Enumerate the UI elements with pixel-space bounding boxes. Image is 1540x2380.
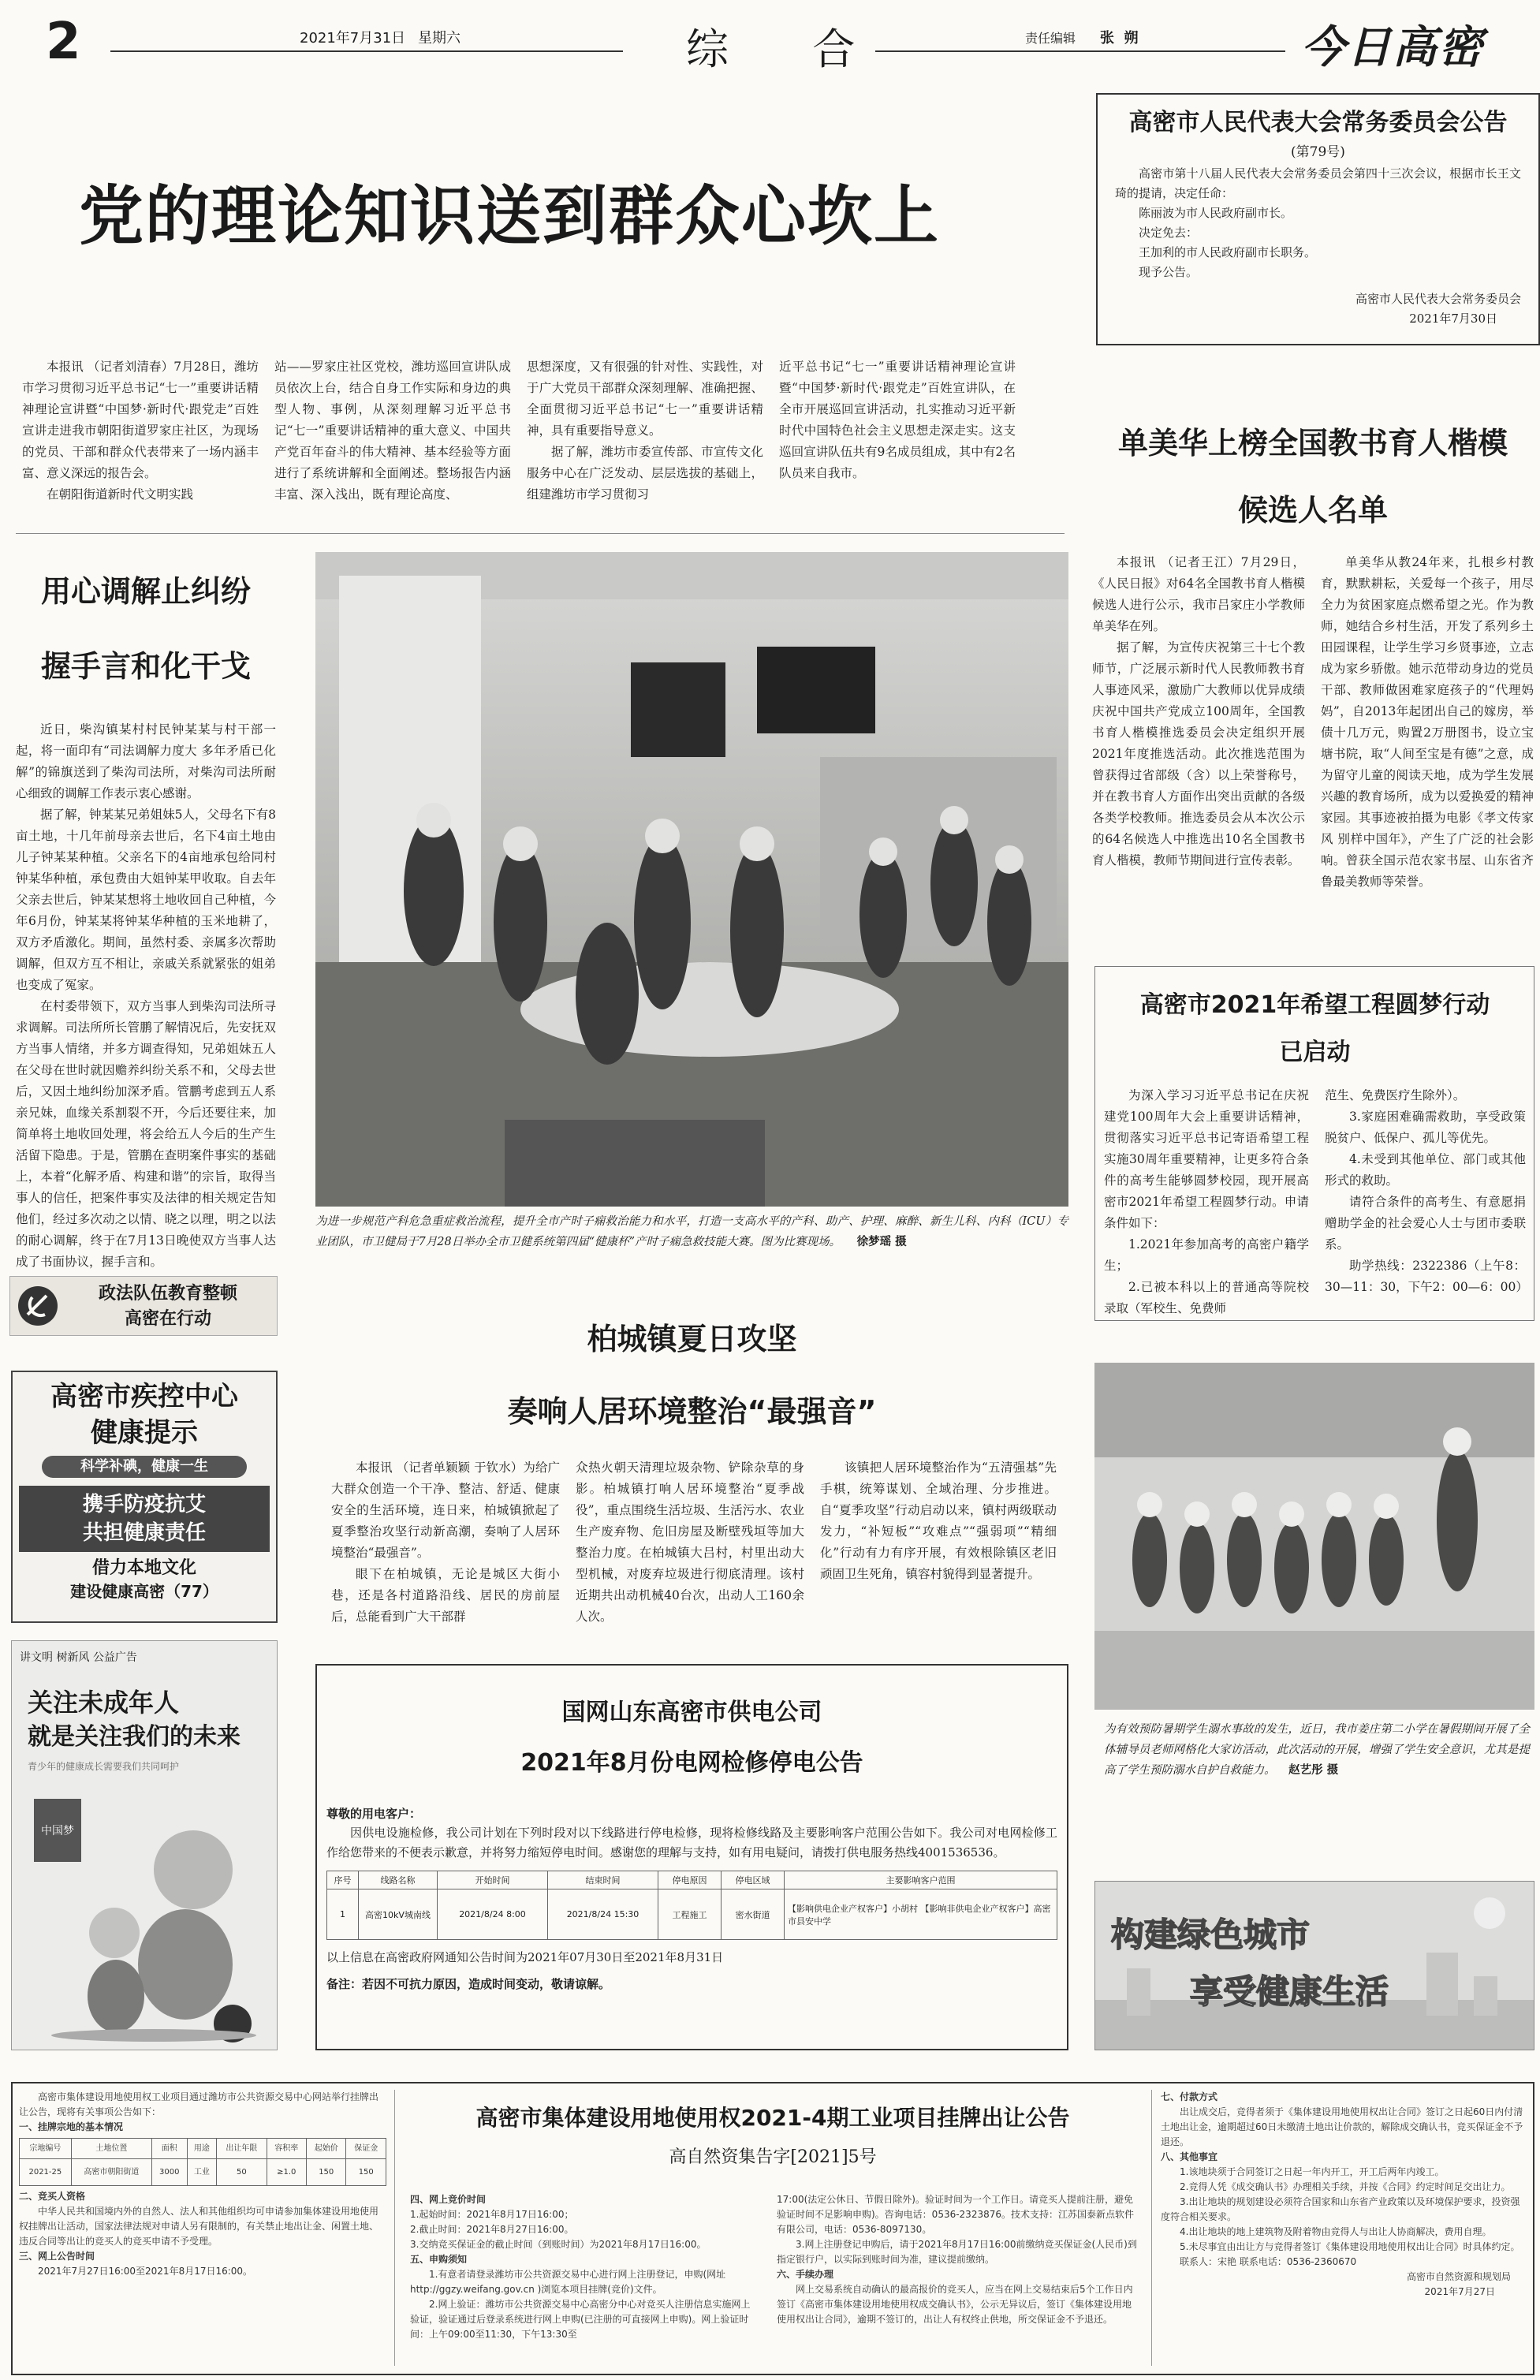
land-table-header <box>20 2139 386 2159</box>
land-right-p8c: 3.出让地块的规划建设必须符合国家和山东省产业政策以及环境保护要求，投资强度符合相关要求。 <box>1161 2196 1520 2222</box>
issue-date: 2021年7月31日 <box>300 30 406 47</box>
green-city-ad <box>1094 1881 1534 2050</box>
hope-col2e: 助学热线：2322386（上午8：30—11：30，下午2：00—6：00） <box>1325 1259 1528 1294</box>
rd-notice-line2: 决定免去： <box>1139 226 1199 240</box>
hope-title-2: 已启动 <box>1279 1039 1351 1066</box>
green-ad-line1: 构建绿色城市 <box>1111 1916 1311 1954</box>
minors-ad <box>11 1640 278 2050</box>
page-number: 2 <box>46 13 81 71</box>
rd-notice-date: 2021年7月30日 <box>1409 311 1497 326</box>
swim-photo-credit: 赵艺彤 摄 <box>1288 1763 1339 1777</box>
school-visit-illustration <box>1094 1363 1534 1710</box>
mediation-body3: 在村委带领下，双方当事人到柴沟司法所寻求调解。司法所所长管鹏了解情况后，先安抚双方当事人情绪，并多方调查得知，兄弟姐妹五人在父母在世时就因赡养纠纷关系不和，父母去世后，又因土地纠纷加深矛盾。管鹏考虑到五人系亲兄妹，血缘关系割裂不开，今后还要往来，加简单将土地收回处理，将会给五人今后的生产生活留下隐患。于是，管鹏在查明案件事实的基础上，本着“化解矛盾、构建和谐”的宗旨，取得当事人的信任，把案件事实及法律的相关规定告知他们，经过多次动之以情、晓之以理，明之以法的耐心调解，终于在7月13日晚使双方当事人达成了书面协议，握手言和。 <box>16 999 276 1269</box>
land-mid-h4: 四、网上竞价时间 <box>410 2194 487 2205</box>
outage-cell-area: 密水街道 <box>722 1889 785 1940</box>
city-skyline-illustration <box>1095 1882 1534 2050</box>
land-left-h1: 一、挂牌宗地的基本情况 <box>19 2121 124 2132</box>
main-col4: 近平总书记“七一”重要讲话精神理论宣讲暨“中国梦·新时代·跟党走”百姓宣讲队，在全市开展巡回宣讲活动，扎实推动习近平新时代中国特色社会主义思想走深走实。这支巡回宣讲队伍共有9名成员组成，其中有2名队员来自我市。 <box>779 360 1016 480</box>
hope-col1: 为深入学习习近平总书记在庆祝建党100周年大会上重要讲话精神，贯彻落实习近平总书记寄语希望工程实施30周年重要精神，让更多符合条件的高考生能够圆梦校园，现开展高密市2021年希望工程圆梦行动。申请条件如下： <box>1104 1088 1309 1230</box>
hope-col2: 范生、免费医疗生除外）。 <box>1325 1088 1466 1102</box>
outage-cell-reason: 工程施工 <box>658 1889 722 1940</box>
outage-table-header <box>327 1871 1057 1889</box>
hope-col2b: 3.家庭困难确需救助，享受政策脱贫户、低保户、孤儿等优先。 <box>1325 1110 1526 1145</box>
editor-name: 张 朔 <box>1100 30 1139 47</box>
power-footer-1: 以上信息在高密政府网通知公告时间为2021年07月30日至2021年8月31日 <box>326 1950 724 1964</box>
land-date: 2021年7月27日 <box>1424 2286 1495 2297</box>
land-mid-h5: 五、申购须知 <box>410 2254 468 2265</box>
cdc-line1: 携手防疫抗艾 <box>82 1493 206 1516</box>
outage-col-start: 开始时间 <box>438 1871 548 1889</box>
rd-notice-body: 高密市第十八届人民代表大会常务委员会第四十三次会议，根据市长王文琦的提请，决定任命： <box>1115 166 1521 200</box>
land-right-p8d: 4.出让地块的地上建筑物及附着物由竞得人与出让人协商解决，费用自理。 <box>1180 2226 1492 2237</box>
main-col3: 思想深度，又有很强的针对性、实践性，对于广大党员干部群众深刻理解、准确把握、全面贯彻习近平总书记“七一”重要讲话精神，具有重要指导意义。 <box>527 360 763 438</box>
land-right-p8b: 2.竞得人凭《成交确认书》办理相关手续，并按《合同》约定时间足交出让力。 <box>1180 2181 1511 2192</box>
land-contact: 联系人：宋艳 联系电话：0536-2360670 <box>1180 2256 1357 2267</box>
power-greeting: 尊敬的用电客户： <box>326 1807 422 1821</box>
hope-col2c: 4.未受到其他单位、部门或其他形式的救助。 <box>1325 1152 1526 1188</box>
land-cell-area: 3000 <box>151 2159 187 2186</box>
mediation-title-2: 握手言和化干戈 <box>40 649 251 684</box>
outage-table <box>326 1871 1057 1940</box>
main-col1: 本报讯 （记者刘清春）7月28日，潍坊市学习贯彻习近平总书记“七一”重要讲话精神理论宣讲暨“中国梦·新时代·跟党走”百姓宣讲走进我市朝阳街道罗家庄社区，为现场的党员、干部和群众代表带来了一场内涵丰富、意义深远的报告会。 <box>22 360 259 480</box>
power-title-2: 2021年8月份电网检修停电公告 <box>520 1749 863 1777</box>
land-left-p2: 中华人民共和国境内外的自然人、法人和其他组织均可申请参加集体建设用地使用权挂牌出让活动，国家法律法规对申请人另有限制的，有关禁止地出让金、闲置土地、违反合同等出让的竞买人的竞买申请不予受理。 <box>19 2206 379 2247</box>
outage-col-reason: 停电原因 <box>658 1871 722 1889</box>
outage-col-seq: 序号 <box>327 1871 359 1889</box>
land-right-h7: 七、付款方式 <box>1161 2091 1218 2102</box>
main-col1b: 在朝阳街道新时代文明实践 <box>47 487 194 502</box>
paper-logo: 今日高密 <box>1301 22 1484 73</box>
swim-photo-caption: 为有效预防暑期学生溺水事故的发生，近日，我市姜庄第二小学在暑假期间开展了全体辅导员老师网格化大家访活动，此次活动的开展，增强了学生安全意识，尤其是提高了学生预防溺水自护自救能力。 <box>1104 1723 1530 1777</box>
teacher-title-1: 单美华上榜全国教书育人楷模 <box>1117 426 1508 461</box>
rd-notice-number: (第79号) <box>1291 144 1345 160</box>
land-parcel-table <box>19 2138 386 2186</box>
land-col-use: 用途 <box>187 2139 217 2159</box>
cdc-title-1: 高密市疾控中心 <box>50 1381 238 1412</box>
land-col-id: 宗地编号 <box>20 2139 72 2159</box>
rd-notice-line4: 现予公告。 <box>1139 265 1199 279</box>
land-mid2-p: 17:00(法定公休日、节假日除外)。验证时间为一个工作日。请竞买人提前注册，避免验证时间不足影响申购)。咨询电话：0536-2323876。技术支持：江苏国泰新点软件有限公司，电话：0536-8097130。 <box>777 2194 1134 2235</box>
rd-notice-line3: 王加利的市人民政府副市长职务。 <box>1139 245 1317 259</box>
cdc-box <box>11 1371 278 1623</box>
land-notice-title: 高密市集体建设用地使用权2021-4期工业项目挂牌出让公告 <box>475 2105 1070 2131</box>
land-mid-p4b: 2.截止时间：2021年8月27日16:00。 <box>410 2224 574 2235</box>
power-title-1: 国网山东高密市供电公司 <box>561 1699 822 1726</box>
mediation-title-1: 用心调解止纠纷 <box>40 574 251 609</box>
mediation-badge-line2: 高密在行动 <box>124 1309 211 1329</box>
bocheng-col3: 该镇把人居环境整治作为“五清强基”先手棋，统筹谋划、全域治理、分步推进。自“夏季攻坚”行动启动以来，镇村两级联动发力，“补短板”“攻难点”“强弱项”“精细化”行动有力有序开展，有效根除镇区老旧顽固卫生死角，镇容村貌得到显著提升。 <box>820 1460 1057 1581</box>
land-col-location: 土地位置 <box>71 2139 151 2159</box>
cdc-line4: 建设健康高密（77） <box>70 1582 218 1601</box>
mediation-body2: 据了解，钟某某兄弟姐妹5人，父母名下有8亩土地，十几年前母亲去世后，名下4亩土地由儿子钟某某种植。父亲名下的4亩地承包给同村钟某华种植，承包费由大姐钟某甲收取。自去年父亲去世后，钟某某想将土地收回自己种植，今年6月份，钟某某将钟某华种植的玉米地耕了，双方矛盾激化。期间，虽然村委、亲属多次帮助调解，但双方互不相让，亲戚关系就紧张的姐弟也变成了冤家。 <box>16 808 276 992</box>
outage-col-line: 线路名称 <box>359 1871 438 1889</box>
editor-label: 责任编辑 <box>1025 31 1076 46</box>
land-right-p8e: 5.未尽事宜由出让方与竞得者签订《集体建设用地使用权出让合同》时具体约定。 <box>1180 2241 1520 2252</box>
bocheng-title-2: 奏响人居环境整治“最强音” <box>507 1394 877 1429</box>
main-col3b: 据了解，潍坊市委宣传部、市宣传文化服务中心在广泛发动、层层选拔的基础上，组建潍坊市学习贯彻习 <box>527 445 763 502</box>
hope-col1b: 1.2021年参加高考的高密户籍学生； <box>1104 1237 1309 1273</box>
land-col-area: 面积 <box>151 2139 187 2159</box>
power-notice-box <box>315 1664 1068 2050</box>
mediation-badge-line1: 政法队伍教育整顿 <box>98 1284 237 1304</box>
land-sign: 高密市自然资源和规划局 <box>1406 2271 1511 2282</box>
land-mid-p4c: 3.交纳竞买保证金的截止时间（到账时间）为2021年8月17日16:00。 <box>410 2239 707 2250</box>
rd-notice-box <box>1096 93 1540 345</box>
land-col-deposit: 保证金 <box>346 2139 386 2159</box>
land-left-h2: 二、竞买人资格 <box>19 2191 86 2202</box>
land-notice-subtitle: 高自然资集告字[2021]5号 <box>669 2147 877 2167</box>
land-cell-deposit: 150 <box>346 2159 386 2186</box>
main-photo-caption: 为进一步规范产科危急重症救治流程，提升全市产时子痫救治能力和水平，打造一支高水平的产科、助产、护理、麻醉、新生儿科、内科（ICU）专业团队，市卫健局于7月28日举办全市卫健系统第四届“健康杯”产时子痫急救技能大赛。图为比赛现场。 <box>315 1215 1068 1248</box>
land-right-p7: 出让成交后，竞得者须于《集体建设用地使用权出让合同》签订之日起60日内付清土地出让金，逾期超过60日未缴清土地出让价款的，解除成交确认书，竞买保证金不予退还。 <box>1161 2106 1523 2147</box>
hope-title-1: 高密市2021年希望工程圆梦行动 <box>1139 991 1490 1019</box>
land-left-h3: 三、网上公告时间 <box>19 2251 95 2262</box>
main-photo-credit: 徐梦瑶 摄 <box>856 1235 907 1248</box>
bocheng-col1: 本报讯 （记者单颖颖 于钦水）为给广大群众创造一个干净、整洁、舒适、健康安全的生活环境，连日来，柏城镇掀起了夏季整治攻坚行动新高潮，奏响了人居环境整治“最强音”。 <box>331 1460 560 1560</box>
cdc-line3: 借力本地文化 <box>91 1558 196 1578</box>
teacher-col1b: 据了解，为宣传庆祝第三十七个教师节，广泛展示新时代人民教师教书育人事迹风采，激励广大教师以优异成绩庆祝中国共产党成立100周年，全国教书育人楷模推选委员会决定组织开展2021年度推选活动。此次推选范围为曾获得过省部级（含）以上荣誉称号，并在教书育人方面作出突出贡献的各级各类学校教师。推选委员会从本次公示的64名候选人中推选出10名全国教书育人楷模，教师节期间进行宣传表彰。 <box>1092 640 1305 867</box>
land-left-p3: 2021年7月27日16:00至2021年8月17日16:00。 <box>38 2266 253 2277</box>
teacher-col2: 单美华从教24年来，扎根乡村教育，默默耕耘，关爱每一个孩子，用尽全力为贫困家庭点燃希望之光。作为教师，她结合乡村生活，开发了系列乡土田园课程，让学生学习乡贤事迹，立志成为家乡骄傲。她示范带动身边的党员干部、教师做困难家庭孩子的“代理妈妈”，自2013年起团出自己的嫁房，举债十几万元，购置2万册图书，设立宝塘书院，取“人间至宝是有德”之意，成为留守儿童的阅读天地，成为学生发展兴趣的教育场所，成为以爱换爱的精神家园。其事迹被拍摄为电影《孝文传家风 别样中国年》，产生了广泛的社会影响。曾获全国示范农家书屋、山东省齐鲁最美教师等荣誉。 <box>1321 555 1534 889</box>
party-emblem-icon <box>17 1285 59 1327</box>
cdc-slogan: 科学补碘，健康一生 <box>42 1456 247 1478</box>
land-mid-p4a: 1.起始时间：2021年8月17日16:00； <box>410 2209 574 2220</box>
land-right-h8: 八、其他事宜 <box>1161 2151 1218 2162</box>
land-left-intro: 高密市集体建设用地使用权工业项目通过潍坊市公共资源交易中心网站举行挂牌出让公告，现将有关事项公告如下： <box>19 2091 379 2117</box>
outage-col-scope: 主要影响客户范围 <box>785 1871 1057 1889</box>
children-illustration <box>43 1815 264 2043</box>
rd-notice-title: 高密市人民代表大会常务委员会公告 <box>1128 109 1508 136</box>
main-headline: 党的理论知识送到群众心坎上 <box>79 179 941 254</box>
outage-cell-end: 2021/8/24 15:30 <box>548 1889 658 1940</box>
land-col-far: 容积率 <box>267 2139 306 2159</box>
land-mid2-h6: 六、手续办理 <box>777 2269 834 2280</box>
swim-safety-photo <box>1094 1363 1534 1710</box>
minors-ad-line1: 关注未成年人 <box>28 1688 180 1718</box>
power-footer-2: 备注：若因不可抗力原因，造成时间变动，敬请谅解。 <box>326 1977 611 1991</box>
teacher-col1: 本报讯 （记者王江）7月29日，《人民日报》对64名全国教书育人楷模候选人进行公示，我市吕家庄小学教师单美华在列。 <box>1092 555 1305 633</box>
rd-notice-sign: 高密市人民代表大会常务委员会 <box>1355 292 1521 306</box>
land-mid-p5b: 2.网上验证：潍坊市公共资源交易中心高密分中心对竞买人注册信息实施网上验证，验证通过后登录系统进行网上申购(已注册的可直接网上申购)。网上验证时间：上午09:00至11:30，下午13:30至 <box>410 2299 751 2340</box>
minors-ad-line2: 就是关注我们的未来 <box>28 1723 241 1751</box>
power-body: 因供电设施检修，我公司计划在下列时段对以下线路进行停电检修，现将检修线路及主要影响客户范围公告如下。我公司对电网检修工作给您带来的不便表示歉意，并将努力缩短停电时间。感谢您的理解与支持，如有用电疑问，请拨打供电服务热线4001536536。 <box>326 1826 1057 1860</box>
cdc-band <box>19 1486 270 1552</box>
bocheng-col2: 众热火朝天清理垃圾杂物、铲除杂草的身影。柏城镇打响人居环境整治“夏季战役”，重点围绕生活垃圾、生活污水、农业生产废弃物、危旧房屋及断壁残垣等加大整治力度。在柏城镇大吕村，村里出动大型机械，对废弃垃圾进行彻底清理。该村近期共出动机械40台次，出动人工160余人次。 <box>576 1460 804 1624</box>
land-cell-id: 2021-25 <box>20 2159 72 2186</box>
land-cell-term: 50 <box>217 2159 267 2186</box>
mediation-body1: 近日，柴沟镇某村村民钟某某与村干部一起，将一面印有“司法调解力度大 多年矛盾已化解”的锦旗送到了柴沟司法所，对柴沟司法所耐心细致的调解工作表示衷心感谢。 <box>16 722 276 800</box>
minors-ad-sub: 青少年的健康成长需要我们共同呵护 <box>28 1761 180 1772</box>
land-cell-far: ≥1.0 <box>267 2159 306 2186</box>
outage-col-area: 停电区域 <box>722 1871 785 1889</box>
hope-col1c: 2.已被本科以上的普通高等院校录取（军校生、免费师 <box>1104 1280 1309 1315</box>
bocheng-col1b: 眼下在柏城镇，无论是城区大街小巷，还是各村道路沿线、居民的房前屋后，总能看到广大干部群 <box>331 1567 560 1624</box>
rd-notice-line1: 陈丽波为市人民政府副市长。 <box>1139 206 1293 220</box>
outage-cell-seq: 1 <box>327 1889 359 1940</box>
hospital-training-illustration <box>315 552 1068 1207</box>
issue-weekday: 星期六 <box>418 30 461 47</box>
land-col-price: 起始价 <box>307 2139 346 2159</box>
green-ad-line2: 享受健康生活 <box>1190 1972 1389 2011</box>
cdc-title-2: 健康提示 <box>91 1417 198 1449</box>
hope-col2d: 请符合条件的高考生、有意愿捐赠助学金的社会爱心人士与团市委联系。 <box>1325 1195 1526 1252</box>
main-photo <box>315 552 1068 1207</box>
section-title: 综 合 <box>686 24 874 74</box>
outage-cell-scope: 【影响供电企业产权客户】小胡村 【影响非供电企业产权客户】高密市县安中学 <box>785 1889 1057 1940</box>
table-row <box>327 1889 1057 1940</box>
main-col2: 站——罗家庄社区党校，潍坊巡回宣讲队成员依次上台，结合自身工作实际和身边的典型人物、事例，从深刻理解习近平总书记“七一”重要讲话精神的重大意义、中国共产党百年奋斗的伟大精神、基本经验等方面进行了系统讲解和全面阐述。整场报告内涵丰富、深入浅出，既有理论高度、 <box>274 360 511 502</box>
land-right-p8a: 1.该地块须于合同签订之日起一年内开工，开工后两年内竣工。 <box>1180 2166 1445 2177</box>
bocheng-title-1: 柏城镇夏日攻坚 <box>587 1322 797 1356</box>
land-mid-p5: 1.有意者请登录潍坊市公共资源交易中心进行网上注册登记，申购(网址http://ggzy.weifang.gov.cn )浏览本项目挂牌(竞价)文件。 <box>410 2269 726 2295</box>
outage-col-end: 结束时间 <box>548 1871 658 1889</box>
land-cell-price: 150 <box>307 2159 346 2186</box>
land-cell-location: 高密市朝阳街道 <box>71 2159 151 2186</box>
land-mid2-p6: 网上交易系统自动确认的最高报价的竞买人，应当在网上交易结束后5个工作日内签订《高密市集体建设用地使用权成交确认书》，公示无异议后，签订《集体建设用地使用权出让合同》，逾期不签订的，出让人有权终止供地，所交保证金不予退还。 <box>777 2284 1133 2325</box>
outage-cell-start: 2021/8/24 8:00 <box>438 1889 548 1940</box>
land-mid2-p2: 3.网上注册登记申购后，请于2021年8月17日16:00前缴纳竞买保证金(人民币)到指定银行户，以实际到账时间为准，建议提前缴纳。 <box>777 2239 1137 2265</box>
teacher-title-2: 候选人名单 <box>1237 493 1388 528</box>
mediation-badge <box>9 1276 278 1336</box>
table-row <box>20 2159 386 2186</box>
china-dream-seal: 中国梦 <box>34 1799 81 1862</box>
minors-ad-tag: 讲文明 树新风 公益广告 <box>20 1651 137 1664</box>
masthead <box>0 0 1540 79</box>
land-col-term: 出让年限 <box>217 2139 267 2159</box>
land-cell-use: 工业 <box>187 2159 217 2186</box>
cdc-line2: 共担健康责任 <box>82 1521 206 1545</box>
outage-cell-line: 高密10kV城南线 <box>359 1889 438 1940</box>
